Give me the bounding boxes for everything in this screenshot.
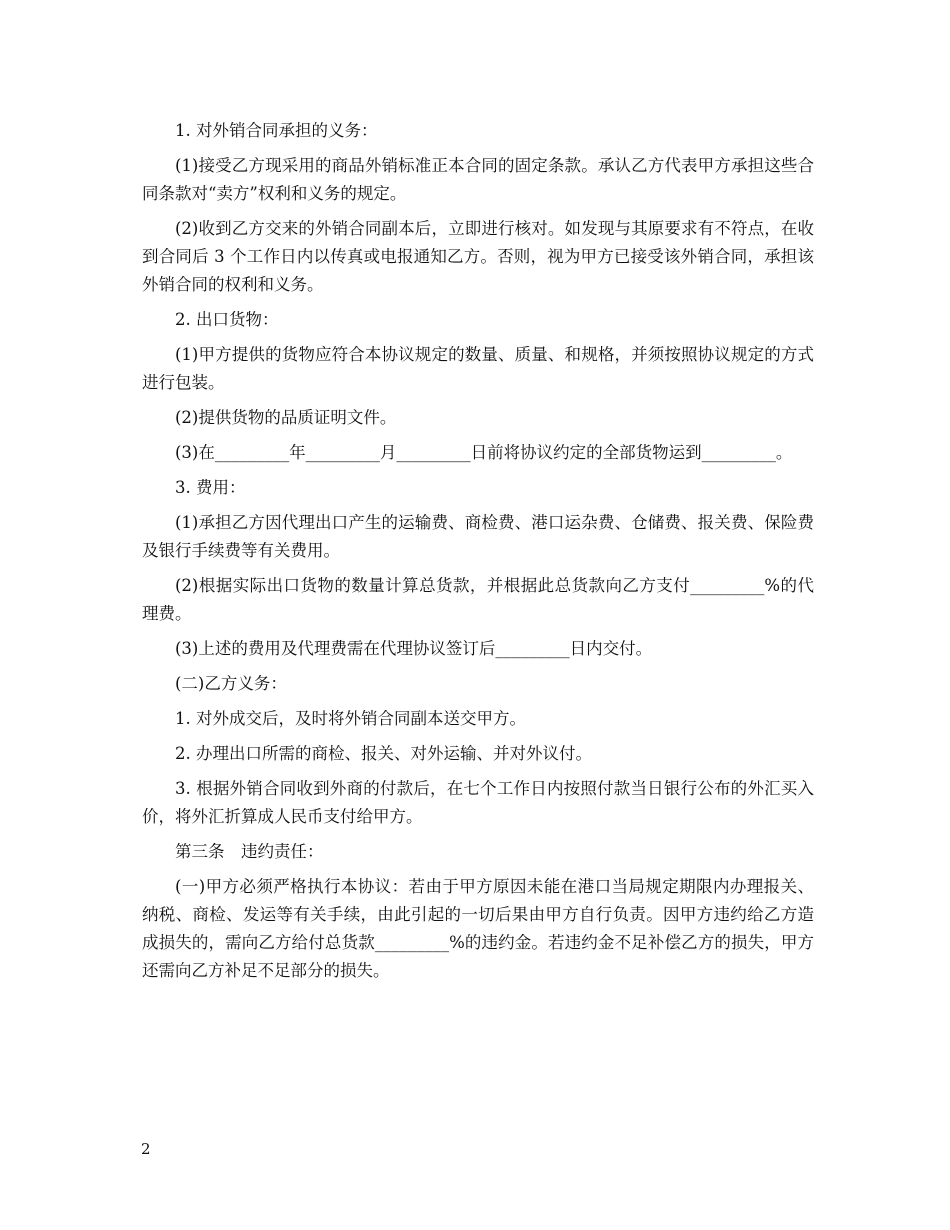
clause-paragraph: (1)承担乙方因代理出口产生的运输费、商检费、港口运杂费、仓储费、报关费、保险费及银行手续费等有关费用。 bbox=[142, 513, 814, 560]
contract-body bbox=[142, 117, 814, 992]
clause-heading: 1. 对外销合同承担的义务： bbox=[175, 121, 378, 140]
clause-heading: 2. 出口货物： bbox=[175, 310, 279, 329]
clause-paragraph: (一)甲方必须严格执行本协议：若由于甲方原因未能在港口当局规定期限内办理报关、纳税、商检、发运等有关手续，由此引起的一切后果由甲方自行负责。因甲方违约给乙方造成损失的，需向乙方给付总货款_________%的违约金。若违约金不足补偿乙方的损失，甲方还需向乙方补足不足部分的损失。 bbox=[142, 877, 814, 980]
clause-paragraph: (3)上述的费用及代理费需在代理协议签订后_________日内交付。 bbox=[175, 639, 653, 658]
clause-paragraph: 2. 办理出口所需的商检、报关、对外运输、并对外议付。 bbox=[175, 744, 592, 763]
page-number: 2 bbox=[141, 1140, 151, 1158]
article-heading: 第三条 违约责任： bbox=[175, 842, 324, 861]
section-heading: (二)乙方义务： bbox=[175, 674, 287, 693]
clause-paragraph: 1. 对外成交后，及时将外销合同副本送交甲方。 bbox=[175, 709, 526, 728]
clause-heading: 3. 费用： bbox=[175, 478, 246, 497]
clause-paragraph: (1)接受乙方现采用的商品外销标准正本合同的固定条款。承认乙方代表甲方承担这些合同条款对“卖方”权利和义务的规定。 bbox=[142, 156, 814, 203]
clause-paragraph: (2)根据实际出口货物的数量计算总货款，并根据此总货款向乙方支付_________%的代理费。 bbox=[142, 576, 814, 623]
clause-paragraph: (2)提供货物的品质证明文件。 bbox=[175, 408, 397, 427]
clause-paragraph: (2)收到乙方交来的外销合同副本后，立即进行核对。如发现与其原要求有不符点，在收到合同后 3 个工作日内以传真或电报通知乙方。否则，视为甲方已接受该外销合同，承担该外销合同的权利和义务。 bbox=[142, 219, 814, 294]
clause-paragraph: (1)甲方提供的货物应符合本协议规定的数量、质量、和规格，并须按照协议规定的方式进行包装。 bbox=[142, 345, 814, 392]
clause-paragraph: (3)在_________年_________月_________日前将协议约定的全部货物运到_________。 bbox=[175, 443, 793, 462]
clause-paragraph: 3. 根据外销合同收到外商的付款后，在七个工作日内按照付款当日银行公布的外汇买入价，将外汇折算成人民币支付给甲方。 bbox=[142, 779, 814, 826]
